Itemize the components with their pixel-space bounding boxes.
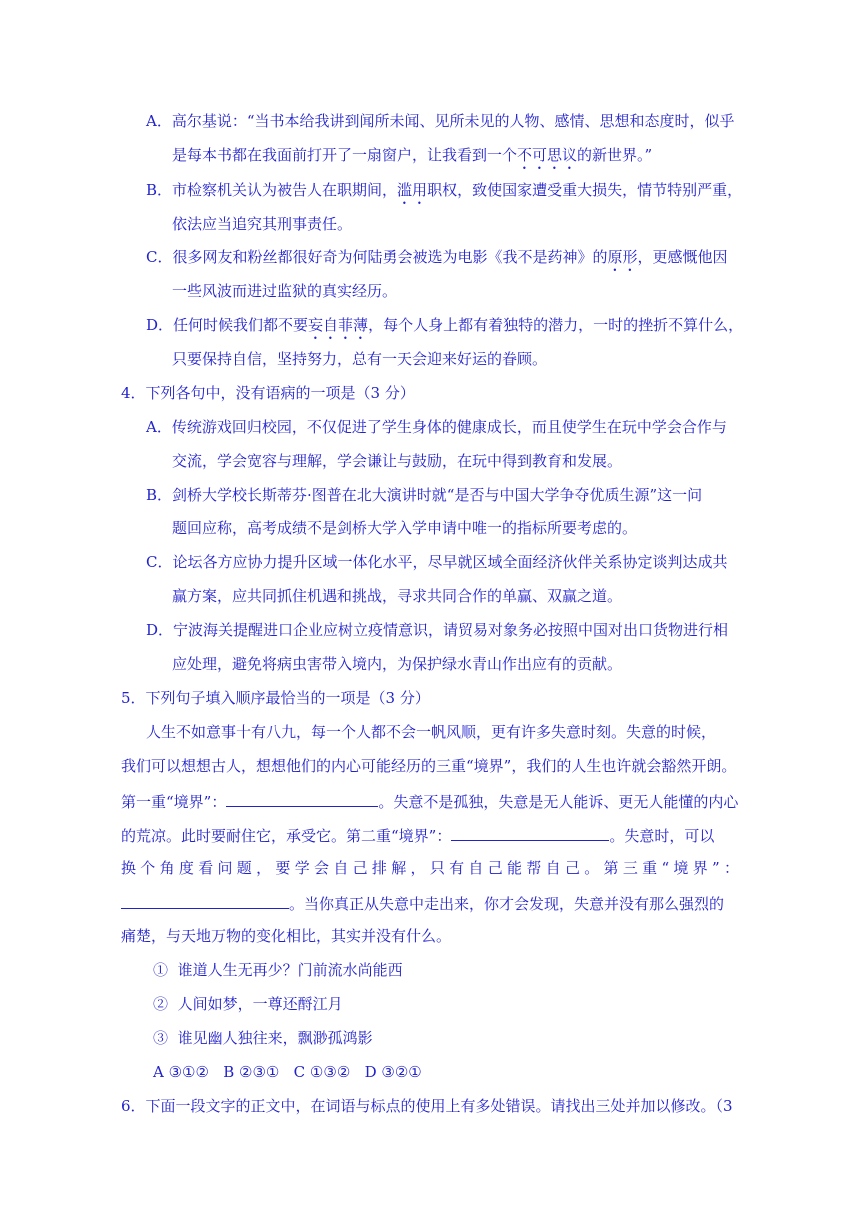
item-number: ① (153, 961, 169, 979)
option-label: A． (146, 418, 172, 436)
q5-passage-line (121, 790, 738, 812)
q5-item-3 (153, 1028, 373, 1048)
option-label: C． (146, 553, 173, 571)
q5-item-2 (153, 994, 343, 1014)
option-text: 传统游戏回归校园，不仅促进了学生身体的健康成长，而且使学生在玩中学会合作与 (171, 418, 727, 436)
option-label: B． (146, 181, 173, 199)
q3-option-d (146, 315, 743, 343)
emphasized-word: 滥用 (397, 181, 428, 199)
option-text: 很多网友和粉丝都很好奇为何陆勇会被选为电影《我不是药神》的 (172, 248, 608, 266)
fill-blank-1 (226, 790, 378, 807)
option-text: 剑桥大学校长斯蒂芬·图普在北大演讲时就“是否与中国大学争夺优质生源”这一问 (172, 486, 703, 504)
q5-passage-line: 我们可以想想古人，想想他们的内心可能经历的三重“境界”，我们的人生也许就会豁然开朗。 (121, 757, 737, 775)
passage-text: 。当你真正从失意中走出来，你才会发现，失意并没有那么强烈的 (289, 895, 725, 913)
fill-blank-2 (451, 824, 609, 841)
item-text: 谁见幽人独往来，飘渺孤鸿影 (177, 1029, 373, 1047)
passage-text: 。失意时，可以 (609, 827, 715, 845)
option-label: D． (146, 316, 174, 334)
q3-option-d-cont: 只要保持自信，坚持努力，总有一天会迎来好运的眷顾。 (172, 350, 548, 368)
q6-stem: 6．下面一段文字的正文中，在词语与标点的使用上有多处错误。请找出三处并加以修改。（3 (121, 1097, 733, 1115)
q5-item-1 (153, 960, 403, 980)
option-text: 任何时候我们都不要 (173, 316, 309, 334)
q3-option-c-cont: 一些风波而进过监狱的真实经历。 (172, 282, 398, 300)
q4-option-b-cont: 题回应称，高考成绩不是剑桥大学入学申请中唯一的指标所要考虑的。 (172, 519, 638, 537)
q4-option-b (146, 485, 702, 505)
q3-option-b (146, 180, 742, 208)
item-text: 谁道人生无再少？门前流水尚能西 (177, 961, 403, 979)
q5-passage-line: 痛楚，与天地万物的变化相比，其实并没有什么。 (121, 927, 452, 945)
passage-text: 第一重“境界”： (121, 793, 227, 811)
q4-option-a-cont: 交流，学会宽容与理解，学会谦让与鼓励，在玩中得到教育和发展。 (172, 452, 623, 470)
emphasized-word: 不可思议 (517, 146, 578, 164)
q3-option-c (146, 247, 728, 275)
option-text: 的新世界。” (577, 146, 653, 164)
q4-option-c-cont: 赢方案，应共同抓住机遇和挑战，寻求共同合作的单赢、双赢之道。 (172, 587, 623, 605)
option-text: 高尔基说：“当书本给我讲到闻所未闻、见所未见的人物、感情、思想和态度时，似乎 (171, 112, 735, 130)
option-text: 宁波海关提醒进口企业应树立疫情意识，请贸易对象务必按照中国对出口货物进行相 (173, 621, 729, 639)
item-text: 人间如梦，一尊还酹江月 (177, 995, 343, 1013)
q3-option-b-cont: 依法应当追究其刑事责任。 (172, 215, 353, 233)
emphasized-word: 妄自菲薄 (308, 316, 369, 334)
option-label: B． (146, 486, 173, 504)
q3-option-a-cont (172, 145, 652, 173)
option-label: A． (146, 112, 172, 130)
q5-passage-line: 换个角度看问题，要学会自己排解，只有自己能帮自己。第三重“境界”： (121, 859, 739, 877)
item-number: ② (153, 995, 169, 1013)
q5-passage-line (121, 892, 724, 914)
emphasized-word: 原形 (607, 248, 638, 266)
q3-option-a (146, 111, 735, 131)
option-text: 职权，致使国家遭受重大损失，情节特别严重， (427, 181, 743, 199)
item-number: ③ (153, 1029, 169, 1047)
option-text: ，更感慨他因 (637, 248, 728, 266)
q4-option-a (146, 417, 727, 437)
option-label: C． (146, 248, 173, 266)
option-text: 论坛各方应协力提升区域一体化水平，尽早就区域全面经济伙伴关系协定谈判达成共 (172, 553, 728, 571)
q4-option-c (146, 552, 728, 572)
fill-blank-3 (121, 892, 289, 909)
q5-answer-options: A ③①② B ②③① C ①③② D ③②① (153, 1063, 422, 1081)
passage-text: 的荒凉。此时要耐住它，承受它。第二重“境界”： (121, 827, 452, 845)
option-text: 市检察机关认为被告人在职期间， (172, 181, 398, 199)
q4-stem: 4．下列各句中，没有语病的一项是（3 分） (121, 384, 415, 402)
q4-option-d (146, 620, 728, 640)
q5-passage-line: 人生不如意事十有八九，每一个人都不会一帆风顺，更有许多失意时刻。失意的时候， (146, 723, 717, 741)
option-text: ，每个人身上都有着独特的潜力，一时的挫折不算什么， (368, 316, 744, 334)
passage-text: 。失意不是孤独，失意是无人能诉、更无人能懂的内心 (378, 793, 739, 811)
option-label: D． (146, 621, 174, 639)
q4-option-d-cont: 应处理，避免将病虫害带入境内，为保护绿水青山作出应有的贡献。 (172, 655, 623, 673)
option-text: 是每本书都在我面前打开了一扇窗户，让我看到一个 (172, 146, 518, 164)
q5-stem: 5．下列句子填入顺序最恰当的一项是（3 分） (121, 689, 430, 707)
q5-passage-line (121, 824, 714, 846)
